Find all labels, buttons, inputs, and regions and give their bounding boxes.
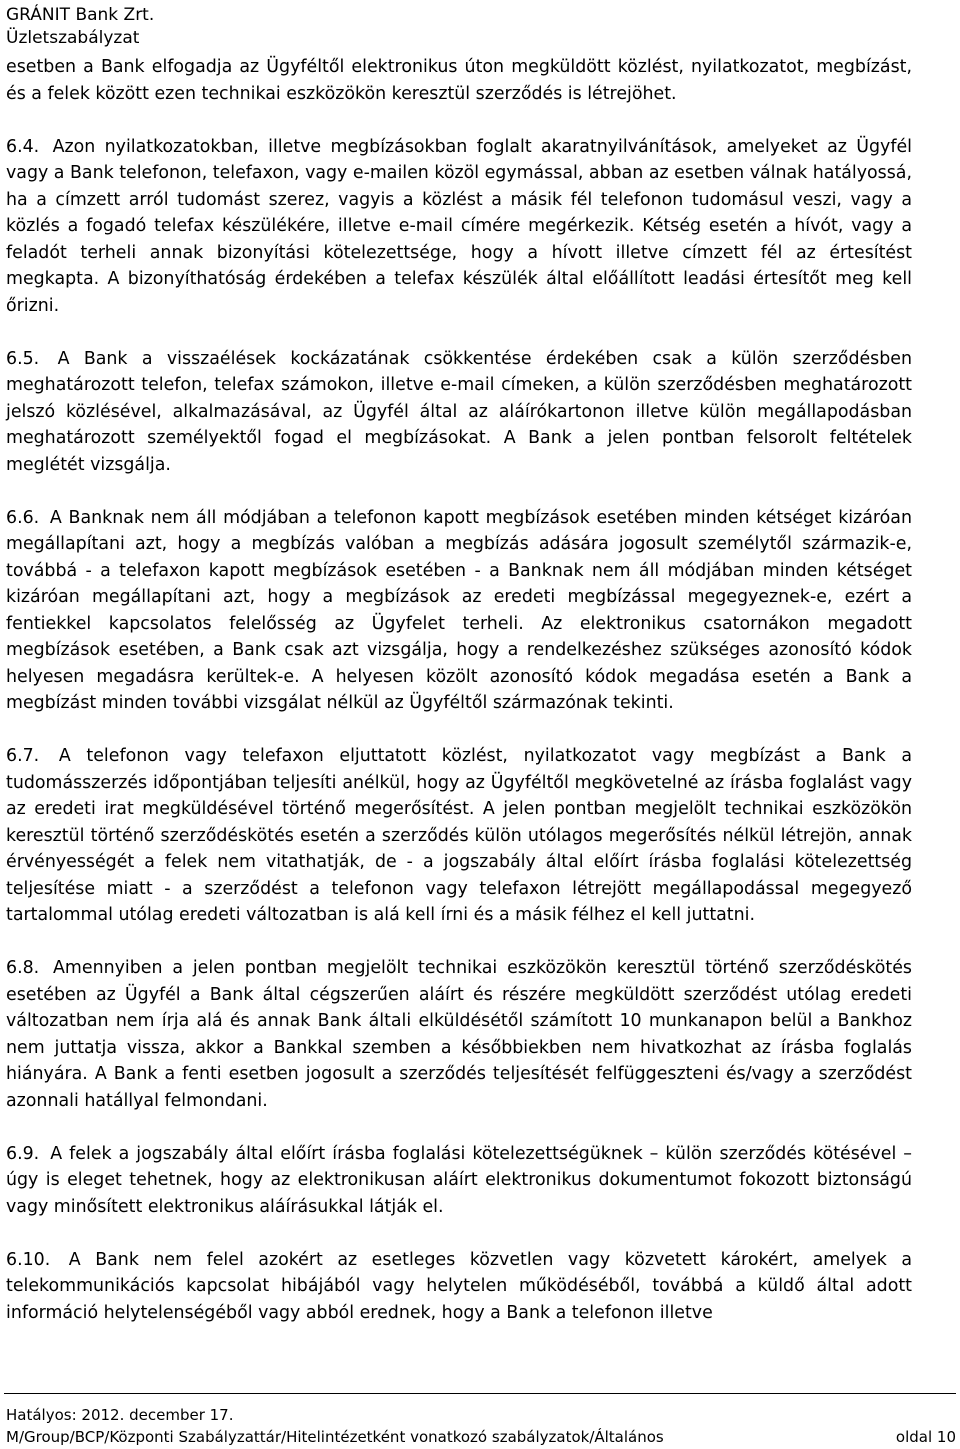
paragraph-number: 6.8. [6, 958, 40, 978]
paragraph-6-10 [6, 1247, 912, 1327]
paragraph-text: A Bank nem felel azokért az esetleges közvetlen vagy közvetett károkért, amelyek a telekommunikációs kapcsolat hibájából vagy helytelen működéséből, továbbá a küldő által adott információ helytelenségéből vagy abból erednek, hogy a Bank a telefonon illetve [6, 1249, 912, 1323]
company-name: GRÁNIT Bank Zrt. [6, 5, 155, 25]
paragraph-6-8 [6, 955, 912, 1114]
paragraph-text: Azon nyilatkozatokban, illetve megbízásokban foglalt akaratnyilvánítások, amelyeket az Ügyfél vagy a Bank telefonon, telefaxon, vagy e-mailen közöl egymással, abban az esetben válnak hatályossá, ha a címzett arról tudomást szerez, vagyis a közlést a másik fél telefonon tudomásul veszi, vagy a közlés a fogadó telefax készülékére, illetve e-mail címére megérkezik. Kétség esetén a hívót, vagy a feladót terheli annak bizonyítási kötelezettsége, hogy a hívott illetve címzett fél az értesítést megkapta. A bizonyíthatóság érdekében a telefax készülék által előállított leadási értesítőt meg kell őrizni. [6, 136, 912, 316]
paragraph-number: 6.6. [6, 507, 40, 528]
footer-effective-date: Hatályos: 2012. december 17. [6, 1406, 234, 1424]
paragraph-text: A felek a jogszabály által előírt írásba foglalási kötelezettségüknek – külön szerződés kötésével – úgy is eleget tehetnek, hogy az elektronikusan aláírt elektronikus dokumentumot fokozott biztonságú vagy minősített elektronikus aláírásukkal látják el. [6, 1143, 913, 1217]
paragraph-number: 6.9. [6, 1143, 40, 1164]
footer-page-number: oldal 10 [895, 1428, 956, 1446]
paragraph-6-6 [6, 505, 912, 717]
paragraph-text: A Banknak nem áll módjában a telefonon kapott megbízások esetében minden kétséget kizáróan megállapítani azt, hogy a megbízás valóban a megbízás adására jogosult személytől származik-e, továbbá - a telefaxon kapott megbízások esetében - a Banknak nem áll módjában minden kétséget kizáróan megállapítani azt, hogy a megbízások az eredeti megbízással megegyeznek-e, ezért a fentiekkel kapcsolatos felelősség az Ügyfelet terheli. Az elektronikus csatornákon megadott megbízások esetében, a Bank csak azt vizsgálja, hogy a rendelkezéshez szükséges azonosító kódok helyesen megadásra kerültek-e. A helyesen közölt azonosító kódok megadása esetén a Bank a megbízást minden további vizsgálat nélkül az Ügyféltől származónak tekinti. [6, 507, 912, 713]
paragraph-number: 6.7. [6, 746, 40, 766]
paragraph-text: A telefonon vagy telefaxon eljuttatott közlést, nyilatkozatot vagy megbízást a Bank a tudomásszerzés időpontjában teljesíti anélkül, hogy az Ügyféltől megkövetelné az írásba foglalást vagy az eredeti irat megküldésével történő megerősítést. A jelen pontban megjelölt technikai eszközökön keresztül történő szerződéskötés esetén a szerződés külön utólagos megerősítés nélkül létrejön, annak érvényességét a felek nem vitathatják, de - a jogszabály által előírt írásba foglalási kötelezettség teljesítése miatt - a szerződést a telefonon vagy telefaxon létrejött megállapodással megegyező tartalommal utólag eredeti változatban is alá kell írni és a másik félhez el kell juttatni. [6, 746, 912, 925]
document-title: Üzletszabályzat [6, 28, 140, 48]
paragraph-6-7 [6, 743, 912, 929]
paragraph-continuation [6, 54, 912, 107]
footer-divider [4, 1393, 956, 1394]
document-body [6, 54, 912, 1326]
page-header [6, 4, 154, 50]
paragraph-6-5 [6, 346, 912, 479]
footer-document-path: M/Group/BCP/Központi Szabályzattár/Hitelintézetként vonatkozó szabályzatok/Általános [6, 1428, 664, 1446]
paragraph-text: A Bank a visszaélések kockázatának csökkentése érdekében csak a külön szerződésben meghatározott telefon, telefax számokon, illetve e-mail címeken, a külön szerződésben meghatározott jelszó közlésével, alkalmazásával, az Ügyfél által az aláírókartonon illetve külön megállapodásban meghatározott személyektől fogad el megbízásokat. A Bank a jelen pontban felsorolt feltételek meglétét vizsgálja. [6, 348, 913, 475]
paragraph-number: 6.5. [6, 348, 40, 369]
paragraph-6-4 [6, 134, 912, 320]
paragraph-number: 6.4. [6, 136, 40, 157]
paragraph-number: 6.10. [6, 1249, 51, 1270]
paragraph-6-9 [6, 1141, 912, 1221]
paragraph-text: Amennyiben a jelen pontban megjelölt technikai eszközökön keresztül történő szerződéskötés esetében az Ügyfél a Bank által cégszerűen aláírt és részére megküldött szerződést utólag eredeti változatban nem írja alá és annak Bank általi elküldésétől számított 10 munkanapon belül a Bankhoz nem juttatja vissza, akkor a Bankkal szemben a későbbiekben nem hivatkozhat az írásba foglalás hiányára. A Bank a fenti esetben jogosult a szerződés teljesítését felfüggeszteni és/vagy a szerződést azonnali hatállyal felmondani. [6, 958, 912, 1111]
paragraph-text: esetben a Bank elfogadja az Ügyféltől elektronikus úton megküldött közlést, nyilatkozatot, megbízást, és a felek között ezen technikai eszközökön keresztül szerződés is létrejöhet. [6, 57, 912, 104]
